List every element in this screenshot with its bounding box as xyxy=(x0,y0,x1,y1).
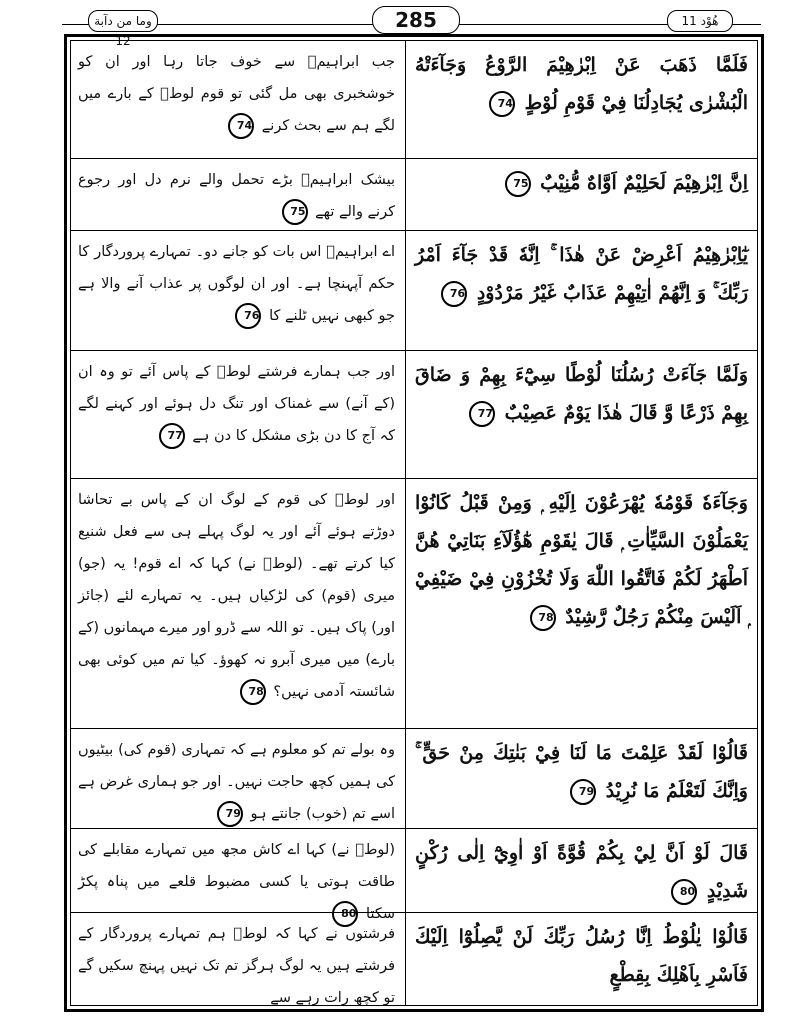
ayah-number-marker: 79 xyxy=(217,801,243,827)
urdu-translation xyxy=(70,158,405,230)
arabic-text: فَلَمَّا ذَهَبَ عَنْ اِبْرٰهِيْمَ الرَّوْعُ وَجَآءَتْهُ الْبُشْرٰى يُجَادِلُنَا فِيْ قَوْمِ لُوْطٍ xyxy=(415,54,748,114)
arabic-text: قَالَ لَوْ اَنَّ لِيْ بِكُمْ قُوَّةً اَوْ اٰوِيْٓ اِلٰى رُكْنٍ شَدِيْدٍ xyxy=(415,842,748,902)
urdu-translation xyxy=(70,40,405,158)
verse-row xyxy=(70,40,758,158)
ayah-number-marker: 75 xyxy=(282,199,308,225)
arabic-verse xyxy=(407,230,758,350)
urdu-text: اور جب ہمارے فرشتے لوطؑ کے پاس آئے تو وہ ان (کے آنے) سے غمناک اور تنگ دل ہوئے اور کہنے لگے کہ آج کا دن بڑی مشکل کا دن ہے xyxy=(78,364,395,444)
verse-row xyxy=(70,728,758,828)
ayah-number-marker: 74 xyxy=(228,113,254,139)
verse-row xyxy=(70,478,758,728)
ayah-number-marker: 74 xyxy=(489,91,515,117)
ayah-number-marker: 78 xyxy=(530,605,556,631)
arabic-text: قَالُوْا يٰلُوْطُ اِنَّا رُسُلُ رَبِّكَ لَنْ يَّصِلُوْٓا اِلَيْكَ فَاَسْرِ بِاَهْلِكَ بِقِطْعٍ xyxy=(415,926,748,986)
arabic-verse xyxy=(407,40,758,158)
arabic-text: وَجَآءَهٗ قَوْمُهٗ يُهْرَعُوْنَ اِلَيْهِ ۭ وَمِنْ قَبْلُ كَانُوْا يَعْمَلُوْنَ السَّيِّاٰتِ ۭ قَالَ يٰقَوْمِ هٰٓؤُلَآءِ بَنَاتِيْ هُنَّ اَطْهَرُ لَكُمْ فَاتَّقُوا اللّٰهَ وَلَا تُخْزُوْنِ فِيْ ضَيْفِيْ ۭ اَلَيْسَ مِنْكُمْ رَجُلٌ رَّشِيْدٌ xyxy=(415,492,748,628)
urdu-text: اے ابراہیمؑ اس بات کو جانے دو۔ تمہارے پروردگار کا حکم آپہنچا ہے۔ اور ان لوگوں پر عذاب آنے والا ہے جو کبھی نہیں ٹلنے کا xyxy=(78,244,395,324)
ayah-number-marker: 77 xyxy=(469,401,495,427)
arabic-verse xyxy=(407,912,758,1004)
arabic-text: اِنَّ اِبْرٰهِيْمَ لَحَلِيْمٌ اَوَّاهٌ مُّنِيْبٌ xyxy=(540,172,748,194)
urdu-translation xyxy=(70,728,405,828)
arabic-text: قَالُوْا لَقَدْ عَلِمْتَ مَا لَنَا فِيْ بَنٰتِكَ مِنْ حَقٍّ ۚ وَاِنَّكَ لَتَعْلَمُ مَا نُرِيْدُ xyxy=(415,742,748,802)
verse-row xyxy=(70,828,758,922)
ayah-number-marker: 76 xyxy=(441,281,467,307)
ayah-number-marker: 80 xyxy=(332,901,358,927)
verse-row xyxy=(70,350,758,478)
page-number: 285 xyxy=(372,6,460,34)
juz-name-label: وما من دآبة 12 xyxy=(88,10,158,32)
urdu-translation xyxy=(70,828,405,922)
verse-row xyxy=(70,230,758,350)
ayah-number-marker: 80 xyxy=(671,879,697,905)
urdu-text: وہ بولے تم کو معلوم ہے کہ تمہاری (قوم کی) بیٹیوں کی ہمیں کچھ حاجت نہیں۔ اور جو ہماری غرض ہے اسے تم (خوب) جانتے ہو xyxy=(78,742,395,822)
arabic-text: يٰٓاِبْرٰهِيْمُ اَعْرِضْ عَنْ هٰذَا ۚ اِنَّهٗ قَدْ جَآءَ اَمْرُ رَبِّكَ ۚ وَ اِنَّهُمْ اٰتِيْهِمْ عَذَابٌ غَيْرُ مَرْدُوْدٍ xyxy=(415,244,748,304)
arabic-verse xyxy=(407,478,758,728)
ayah-number-marker: 76 xyxy=(235,303,261,329)
ayah-number-marker: 75 xyxy=(505,171,531,197)
surah-name-label: هُوْد 11 xyxy=(667,10,733,32)
verse-row xyxy=(70,158,758,230)
urdu-text: جب ابراہیمؑ سے خوف جاتا رہا اور ان کو خوشخبری بھی مل گئی تو قوم لوطؑ کے بارے میں لگے ہم سے بحث کرنے xyxy=(78,54,395,134)
verse-row xyxy=(70,912,758,1004)
urdu-translation xyxy=(70,478,405,728)
ayah-number-marker: 77 xyxy=(159,423,185,449)
arabic-verse xyxy=(407,828,758,912)
urdu-translation xyxy=(70,350,405,478)
arabic-verse xyxy=(407,728,758,828)
urdu-translation xyxy=(70,230,405,350)
urdu-translation xyxy=(70,912,405,1004)
arabic-text: وَلَمَّا جَآءَتْ رُسُلُنَا لُوْطًا سِيْٓءَ بِهِمْ وَ ضَاقَ بِهِمْ ذَرْعًا وَّ قَالَ هٰذَا يَوْمٌ عَصِيْبٌ xyxy=(415,364,748,424)
urdu-text: (لوطؑ نے) کہا اے کاش مجھ میں تمہارے مقابلے کی طاقت ہوتی یا کسی مضبوط قلعے میں پناہ پکڑ سکتا xyxy=(78,842,395,922)
arabic-verse xyxy=(407,158,758,230)
urdu-text: اور لوطؑ کی قوم کے لوگ ان کے پاس بے تحاشا دوڑتے ہوئے آئے اور یہ لوگ پہلے ہی سے فعل شنیع کیا کرتے تھے۔ (لوطؑ نے) کہا کہ اے قوم! یہ (جو) میری (قوم) کی لڑکیاں ہیں۔ یہ تمہارے لئے (جائز اور) پاک ہیں۔ تو اللہ سے ڈرو اور میرے مہمانوں (کے بارے) میں میری آبرو نہ کھوؤ۔ کیا تم میں کوئی بھی شائستہ آدمی نہیں؟ xyxy=(78,492,395,700)
ayah-number-marker: 78 xyxy=(240,679,266,705)
arabic-verse xyxy=(407,350,758,478)
urdu-text: فرشتوں نے کہا کہ لوطؑ ہم تمہارے پروردگار کے فرشتے ہیں یہ لوگ ہرگز تم تک نہیں پہنچ سکیں گے تو کچھ رات رہے سے xyxy=(78,926,395,1006)
urdu-text: بیشک ابراہیمؑ بڑے تحمل والے نرم دل اور رجوع کرنے والے تھے xyxy=(78,172,395,220)
ayah-number-marker: 79 xyxy=(570,779,596,805)
